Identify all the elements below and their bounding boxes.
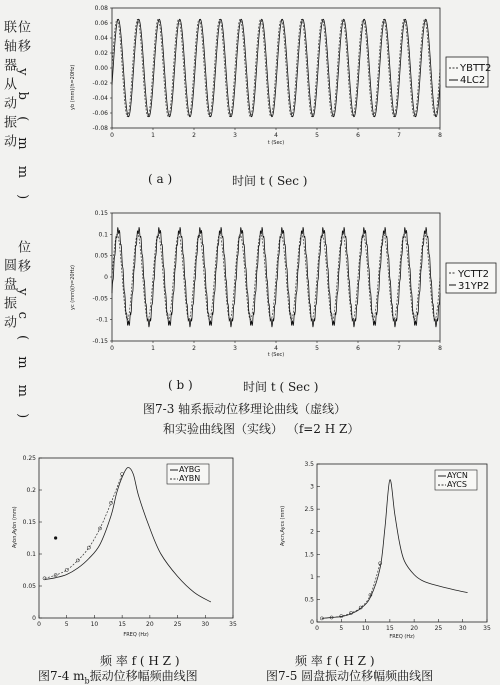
- chart-c-data-point: [87, 546, 90, 549]
- chart-74-legend: [167, 464, 209, 484]
- chart-b-legend: [446, 263, 496, 293]
- chart-b-ytick-label: -0.1: [96, 316, 108, 324]
- chart-a-xtick-label: 3: [233, 132, 237, 139]
- chart-a-ytick-label: 0.00: [94, 65, 108, 72]
- chart-d-xtick-label: 5: [339, 625, 344, 632]
- chart-a-xtick-label: 8: [438, 132, 442, 139]
- chart-b-left-label-2: 位移 y c ( m m ): [15, 240, 30, 425]
- chart-b-xtick-label: 0: [110, 345, 114, 352]
- chart-c-xtick-label: 10: [90, 621, 99, 628]
- chart-a-legend-ybtt2: YBTT2: [460, 63, 492, 74]
- chart-a-xtick-label: 4: [274, 132, 278, 139]
- chart-b-xtick-label: 8: [438, 345, 442, 352]
- chart-c-xtick-label: 5: [64, 621, 69, 628]
- chart-74-svg: [15, 450, 245, 640]
- chart-d-xtick-label: 35: [483, 625, 491, 632]
- chart-b-xtick-label: 3: [233, 345, 237, 352]
- chart-b-legend-31yp2: 31YP2: [458, 281, 490, 292]
- chart-b-legend-yctt2: YCTT2: [458, 269, 489, 280]
- chart-b-ylabel: yc (mm)(h=20Hz): [70, 265, 76, 310]
- chart-75-xlabel: FREQ (Hz): [389, 634, 415, 640]
- chart-74-series-aybg: [45, 468, 211, 602]
- chart-a-ytick-label: -0.02: [92, 80, 108, 87]
- chart-a-series-ybtt2: [112, 19, 440, 116]
- chart-a-caption-time: 时间 t ( Sec ): [232, 174, 308, 188]
- chart-b-plot-area: [112, 213, 440, 341]
- chart-a-xtick-label: 1: [151, 132, 155, 139]
- chart-a-xtick-label: 5: [315, 132, 319, 139]
- chart-b-ytick-label: 0.1: [98, 231, 108, 239]
- chart-a-ytick-label: 0.06: [94, 20, 108, 27]
- chart-b-ytick-label: -0.05: [92, 295, 108, 303]
- figure-7-3-caption-2: 和实验曲线图（实线） （f=2 H Z）: [163, 422, 360, 436]
- chart-b-xtick-label: 7: [397, 345, 401, 352]
- chart-a-ytick-label: 0.08: [94, 5, 108, 12]
- chart-b-ytick-label: -0.15: [92, 338, 108, 345]
- chart-75-legend-aycn: AYCN: [447, 471, 468, 480]
- chart-c-data-point: [76, 559, 79, 562]
- chart-b-caption-letter: ( b ): [168, 378, 193, 392]
- chart-c-ytick-label: 0.05: [22, 583, 36, 590]
- chart-a-svg: [40, 0, 490, 155]
- chart-b-ytick-label: 0: [104, 274, 108, 281]
- chart-a-legend-4lc2: 4LC2: [460, 75, 486, 86]
- chart-b-ytick-label: 0.15: [94, 210, 108, 217]
- chart-75-series-aycn: [322, 480, 468, 619]
- chart-d-xtick-label: 30: [458, 625, 467, 632]
- chart-b-xtick-label: 1: [151, 345, 155, 352]
- chart-a-xtick-label: 7: [397, 132, 401, 139]
- chart-c-xtick-label: 0: [37, 621, 41, 628]
- chart-d-ytick-label: 1.5: [304, 551, 314, 559]
- chart-74-ylabel: Aybn,Aybn (mm): [12, 506, 18, 548]
- chart-d-xtick-label: 20: [410, 625, 418, 632]
- chart-75-series-aycs: [322, 563, 380, 618]
- chart-a-left-label-1: 联轴器从动振动: [1, 20, 16, 153]
- chart-74-legend-aybg: AYBG: [179, 465, 201, 474]
- chart-a-ytick-label: 0.04: [94, 35, 108, 42]
- chart-a-ytick-label: 0.02: [94, 50, 108, 57]
- chart-74-series-aybn: [45, 474, 123, 578]
- chart-b-series-yctt2: [112, 234, 440, 319]
- chart-75-legend-aycs: AYCS: [447, 480, 467, 489]
- chart-74-freq-label: 频 率 f ( H Z ): [100, 654, 180, 668]
- chart-a-xtick-label: 6: [356, 132, 360, 139]
- chart-75-legend: [435, 470, 477, 490]
- chart-75-ylabel: Aycn,Aycs (mm): [280, 505, 286, 546]
- figure-7-4-caption: [38, 667, 198, 685]
- chart-c-ytick-label: 0.2: [26, 487, 36, 494]
- chart-c-ytick-label: 0.15: [22, 519, 36, 526]
- chart-b-left-label-1: 圆盘振动: [1, 258, 16, 334]
- figure-7-4-caption-rest: 振动位移幅频曲线图: [89, 669, 198, 683]
- chart-c-xtick-label: 30: [201, 621, 210, 628]
- chart-74-legend-aybn: AYBN: [179, 474, 201, 483]
- chart-d-ytick-label: 0.5: [304, 596, 314, 604]
- chart-a-legend: [446, 57, 491, 87]
- chart-b-caption-time: 时间 t ( Sec ): [243, 380, 319, 394]
- chart-b-xtick-label: 6: [356, 345, 360, 352]
- chart-d-ytick-label: 2.5: [304, 506, 314, 514]
- chart-d-ytick-label: 0: [310, 619, 314, 626]
- chart-74-outlier-point: [54, 536, 57, 539]
- chart-a-left-label-2: 位移 y b ( m m ): [15, 20, 30, 206]
- chart-b-svg: [40, 205, 490, 365]
- chart-a-ylabel: yb (mm)(h=20Hz): [70, 64, 76, 110]
- chart-a-series-4lc2: [112, 19, 440, 116]
- chart-c-xtick-label: 15: [118, 621, 126, 628]
- figure-7-5-caption: 图7-5 圆盘振动位移幅频曲线图: [266, 669, 434, 683]
- chart-c-xtick-label: 35: [229, 621, 237, 628]
- chart-d-ytick-label: 1: [310, 573, 314, 581]
- chart-d-ytick-label: 3: [310, 483, 314, 491]
- chart-b-ytick-label: 0.05: [94, 252, 108, 260]
- chart-d-xtick-label: 25: [434, 625, 443, 632]
- chart-d-xtick-label: 0: [315, 625, 319, 632]
- chart-b-xtick-label: 5: [315, 345, 319, 352]
- chart-75-svg: [285, 450, 500, 640]
- chart-a-xtick-label: 0: [110, 132, 114, 139]
- chart-b-series-31yp2: [112, 227, 440, 327]
- figure-7-4-caption-sub: b: [84, 676, 90, 685]
- figure-7-4-caption-prefix: 图7-4 m: [38, 669, 85, 683]
- chart-c-xtick-label: 20: [146, 621, 154, 628]
- chart-c-data-point: [65, 568, 68, 571]
- chart-74-xlabel: FREQ (Hz): [123, 632, 149, 638]
- chart-a-xlabel: t (Sec): [267, 140, 285, 146]
- chart-a-caption-letter: ( a ): [148, 172, 173, 186]
- chart-b-xlabel: t (Sec): [267, 352, 285, 358]
- figure-7-3-caption-1: 图7-3 轴系振动位移理论曲线（虚线）: [143, 402, 347, 416]
- chart-75-freq-label: 频 率 f ( H Z ): [295, 654, 375, 668]
- chart-c-xtick-label: 25: [173, 621, 182, 628]
- chart-a-ytick-label: -0.04: [92, 95, 108, 102]
- chart-d-ytick-label: 3.5: [304, 461, 314, 468]
- chart-c-ytick-label: 0.25: [22, 455, 36, 462]
- chart-d-xtick-label: 10: [361, 625, 370, 632]
- chart-d-xtick-label: 15: [386, 625, 394, 632]
- chart-c-ytick-label: 0: [32, 615, 36, 622]
- chart-c-ytick-label: 0.1: [26, 551, 36, 558]
- chart-d-ytick-label: 2: [310, 528, 314, 536]
- chart-a-ytick-label: -0.08: [92, 125, 108, 132]
- chart-b-xtick-label: 2: [192, 345, 196, 352]
- chart-b-xtick-label: 4: [274, 345, 278, 352]
- chart-a-ytick-label: -0.06: [92, 110, 108, 117]
- chart-a-xtick-label: 2: [192, 132, 196, 139]
